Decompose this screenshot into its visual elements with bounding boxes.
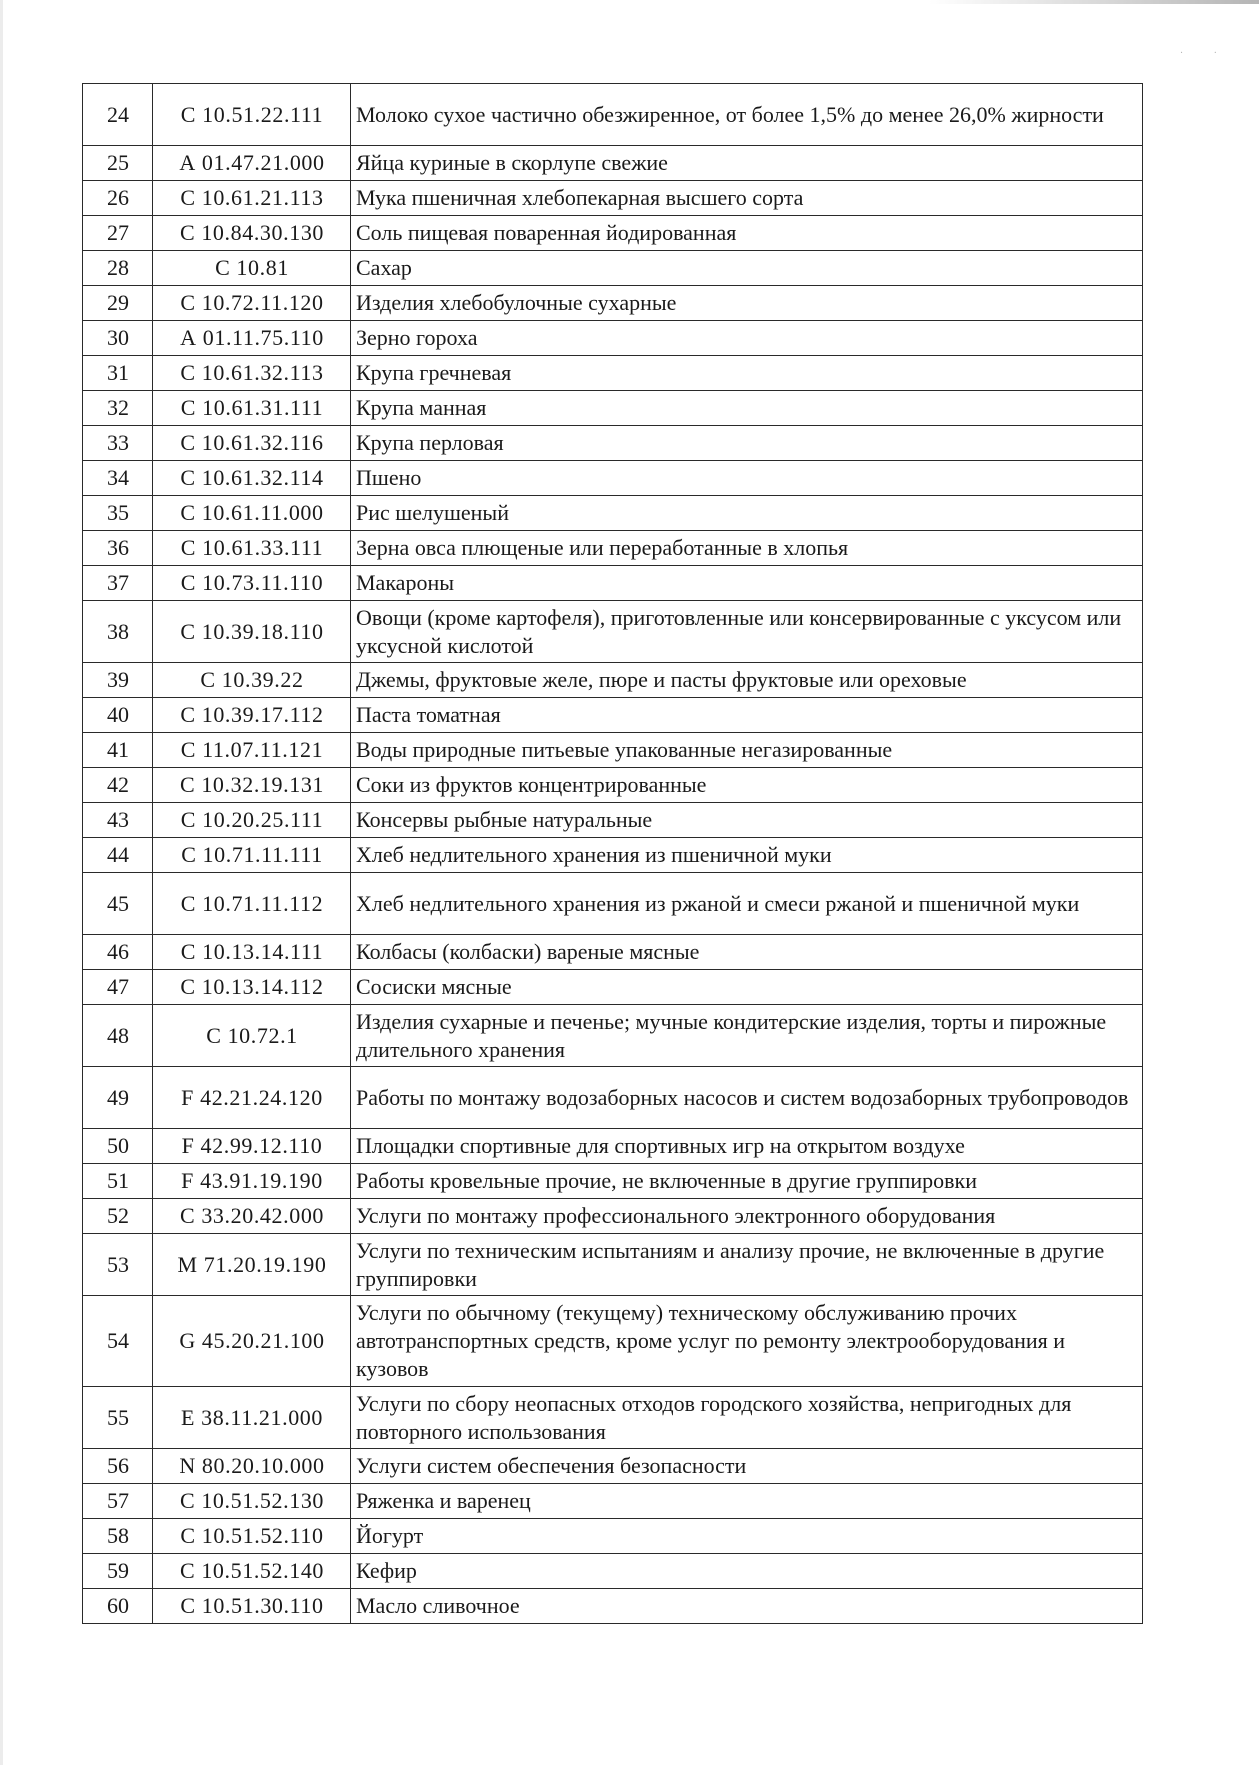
row-number: 52	[83, 1199, 153, 1234]
row-description: Рис шелушеный	[351, 496, 1143, 531]
row-description: Крупа гречневая	[351, 356, 1143, 391]
row-description: Молоко сухое частично обезжиренное, от более 1,5% до менее 26,0% жирности	[351, 84, 1143, 146]
table-row	[83, 531, 1143, 566]
row-number: 59	[83, 1554, 153, 1589]
row-code: С 10.32.19.131	[153, 768, 351, 803]
row-number: 51	[83, 1164, 153, 1199]
row-description: Соки из фруктов концентрированные	[351, 768, 1143, 803]
row-number: 55	[83, 1387, 153, 1449]
row-description: Площадки спортивные для спортивных игр на открытом воздухе	[351, 1129, 1143, 1164]
row-number: 58	[83, 1519, 153, 1554]
row-code: А 01.47.21.000	[153, 146, 351, 181]
row-number: 42	[83, 768, 153, 803]
row-number: 32	[83, 391, 153, 426]
row-description: Изделия хлебобулочные сухарные	[351, 286, 1143, 321]
table-row	[83, 663, 1143, 698]
row-code: С 10.81	[153, 251, 351, 286]
row-number: 34	[83, 461, 153, 496]
row-description: Яйца куриные в скорлупе свежие	[351, 146, 1143, 181]
row-description: Работы по монтажу водозаборных насосов и систем водозаборных трубопроводов	[351, 1067, 1143, 1129]
row-code: С 33.20.42.000	[153, 1199, 351, 1234]
row-description: Соль пищевая поваренная йодированная	[351, 216, 1143, 251]
table-row	[83, 566, 1143, 601]
row-number: 36	[83, 531, 153, 566]
table-row	[83, 146, 1143, 181]
row-number: 50	[83, 1129, 153, 1164]
table-row	[83, 1129, 1143, 1164]
row-description: Услуги по обычному (текущему) техническому обслуживанию прочих автотранспортных средств, кроме услуг по ремонту электрооборудования и кузовов	[351, 1296, 1143, 1387]
row-code: С 10.39.22	[153, 663, 351, 698]
row-number: 33	[83, 426, 153, 461]
row-number: 38	[83, 601, 153, 663]
row-description: Воды природные питьевые упакованные негазированные	[351, 733, 1143, 768]
row-number: 56	[83, 1449, 153, 1484]
table-row	[83, 768, 1143, 803]
row-code: С 10.61.11.000	[153, 496, 351, 531]
table-row	[83, 251, 1143, 286]
row-number: 43	[83, 803, 153, 838]
row-code: С 10.61.32.114	[153, 461, 351, 496]
row-description: Сосиски мясные	[351, 970, 1143, 1005]
row-code: С 10.61.31.111	[153, 391, 351, 426]
row-number: 39	[83, 663, 153, 698]
row-number: 26	[83, 181, 153, 216]
row-number: 53	[83, 1234, 153, 1296]
row-description: Джемы, фруктовые желе, пюре и пасты фруктовые или ореховые	[351, 663, 1143, 698]
row-number: 60	[83, 1589, 153, 1624]
row-code: С 10.51.22.111	[153, 84, 351, 146]
table-row	[83, 733, 1143, 768]
table-row	[83, 321, 1143, 356]
row-description: Услуги по техническим испытаниям и анализу прочие, не включенные в другие группировки	[351, 1234, 1143, 1296]
row-code: С 10.51.52.140	[153, 1554, 351, 1589]
row-description: Услуги по сбору неопасных отходов городского хозяйства, непригодных для повторного использования	[351, 1387, 1143, 1449]
row-description: Овощи (кроме картофеля), приготовленные или консервированные с уксусом или уксусной кислотой	[351, 601, 1143, 663]
table-row	[83, 216, 1143, 251]
table-row	[83, 84, 1143, 146]
row-code: С 10.61.32.113	[153, 356, 351, 391]
row-description: Крупа манная	[351, 391, 1143, 426]
row-description: Услуги по монтажу профессионального электронного оборудования	[351, 1199, 1143, 1234]
row-code: С 11.07.11.121	[153, 733, 351, 768]
row-code: С 10.61.33.111	[153, 531, 351, 566]
row-description: Мука пшеничная хлебопекарная высшего сорта	[351, 181, 1143, 216]
row-description: Йогурт	[351, 1519, 1143, 1554]
table-row	[83, 698, 1143, 733]
row-description: Консервы рыбные натуральные	[351, 803, 1143, 838]
row-description: Зерно гороха	[351, 321, 1143, 356]
row-description: Крупа перловая	[351, 426, 1143, 461]
row-number: 48	[83, 1005, 153, 1067]
row-number: 47	[83, 970, 153, 1005]
row-number: 41	[83, 733, 153, 768]
table-row	[83, 935, 1143, 970]
scan-top-edge	[929, 0, 1259, 4]
table-row	[83, 1296, 1143, 1387]
row-number: 45	[83, 873, 153, 935]
row-code: С 10.51.30.110	[153, 1589, 351, 1624]
row-code: С 10.61.32.116	[153, 426, 351, 461]
row-code: F 43.91.19.190	[153, 1164, 351, 1199]
row-code: М 71.20.19.190	[153, 1234, 351, 1296]
row-code: F 42.21.24.120	[153, 1067, 351, 1129]
row-number: 54	[83, 1296, 153, 1387]
table-row	[83, 1164, 1143, 1199]
table-row	[83, 496, 1143, 531]
row-number: 27	[83, 216, 153, 251]
row-code: С 10.84.30.130	[153, 216, 351, 251]
table-row	[83, 838, 1143, 873]
row-code: F 42.99.12.110	[153, 1129, 351, 1164]
row-code: С 10.72.1	[153, 1005, 351, 1067]
table-body	[83, 84, 1143, 1624]
row-description: Масло сливочное	[351, 1589, 1143, 1624]
table-row	[83, 1387, 1143, 1449]
row-number: 44	[83, 838, 153, 873]
row-number: 29	[83, 286, 153, 321]
row-description: Макароны	[351, 566, 1143, 601]
row-code: С 10.39.17.112	[153, 698, 351, 733]
row-description: Хлеб недлительного хранения из ржаной и смеси ржаной и пшеничной муки	[351, 873, 1143, 935]
table-row	[83, 1005, 1143, 1067]
row-description: Колбасы (колбаски) вареные мясные	[351, 935, 1143, 970]
row-code: С 10.51.52.110	[153, 1519, 351, 1554]
row-code: С 10.61.21.113	[153, 181, 351, 216]
table-row	[83, 356, 1143, 391]
row-number: 40	[83, 698, 153, 733]
row-number: 28	[83, 251, 153, 286]
row-description: Хлеб недлительного хранения из пшеничной муки	[351, 838, 1143, 873]
table-row	[83, 426, 1143, 461]
table-row	[83, 461, 1143, 496]
row-code: С 10.71.11.112	[153, 873, 351, 935]
table-row	[83, 1199, 1143, 1234]
row-code: С 10.20.25.111	[153, 803, 351, 838]
row-code: С 10.39.18.110	[153, 601, 351, 663]
scan-left-edge	[0, 0, 3, 1765]
row-code: N 80.20.10.000	[153, 1449, 351, 1484]
table-row	[83, 286, 1143, 321]
table-row	[83, 803, 1143, 838]
row-number: 30	[83, 321, 153, 356]
table-row	[83, 391, 1143, 426]
row-description: Зерна овса плющеные или переработанные в хлопья	[351, 531, 1143, 566]
row-number: 24	[83, 84, 153, 146]
row-description: Кефир	[351, 1554, 1143, 1589]
table-row	[83, 601, 1143, 663]
row-description: Сахар	[351, 251, 1143, 286]
row-description: Ряженка и варенец	[351, 1484, 1143, 1519]
row-code: С 10.73.11.110	[153, 566, 351, 601]
table-row	[83, 873, 1143, 935]
row-description: Услуги систем обеспечения безопасности	[351, 1449, 1143, 1484]
row-number: 35	[83, 496, 153, 531]
row-code: А 01.11.75.110	[153, 321, 351, 356]
table-row	[83, 1234, 1143, 1296]
row-description: Работы кровельные прочие, не включенные в другие группировки	[351, 1164, 1143, 1199]
row-number: 46	[83, 935, 153, 970]
table-row	[83, 1589, 1143, 1624]
row-number: 31	[83, 356, 153, 391]
row-description: Пшено	[351, 461, 1143, 496]
okpd-codes-table	[82, 83, 1143, 1624]
table-row	[83, 1449, 1143, 1484]
table-row	[83, 1519, 1143, 1554]
row-number: 49	[83, 1067, 153, 1129]
row-code: С 10.13.14.112	[153, 970, 351, 1005]
row-code: Е 38.11.21.000	[153, 1387, 351, 1449]
row-number: 57	[83, 1484, 153, 1519]
row-number: 25	[83, 146, 153, 181]
row-description: Изделия сухарные и печенье; мучные кондитерские изделия, торты и пирожные длительного хранения	[351, 1005, 1143, 1067]
row-code: С 10.71.11.111	[153, 838, 351, 873]
table-row	[83, 1554, 1143, 1589]
row-description: Паста томатная	[351, 698, 1143, 733]
scan-specks: · ·	[1179, 48, 1231, 59]
row-number: 37	[83, 566, 153, 601]
row-code: С 10.13.14.111	[153, 935, 351, 970]
row-code: С 10.51.52.130	[153, 1484, 351, 1519]
row-code: С 10.72.11.120	[153, 286, 351, 321]
row-code: G 45.20.21.100	[153, 1296, 351, 1387]
table-row	[83, 970, 1143, 1005]
table-row	[83, 181, 1143, 216]
table-row	[83, 1067, 1143, 1129]
table-row	[83, 1484, 1143, 1519]
